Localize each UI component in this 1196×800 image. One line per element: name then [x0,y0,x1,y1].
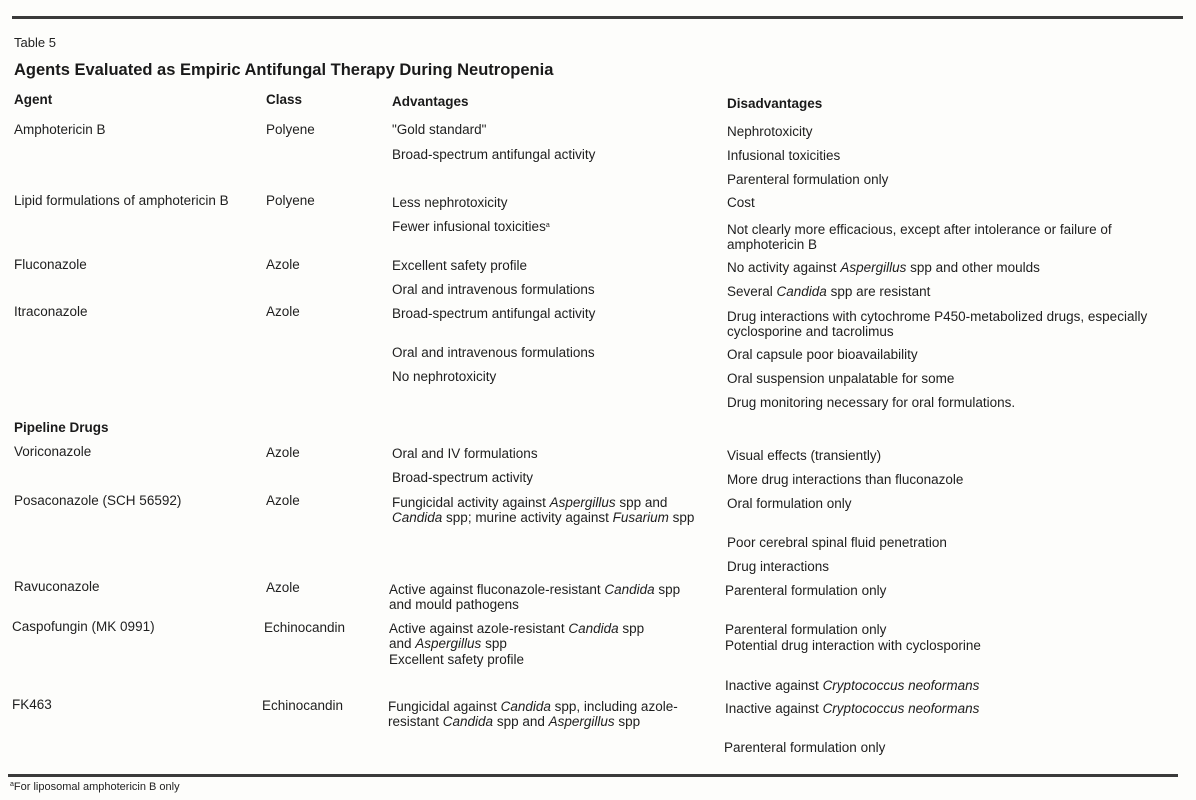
disadvantage: Potential drug interaction with cyclosporine [725,638,981,653]
advantage: Less nephrotoxicity [392,195,508,210]
disadvantage: Parenteral formulation only [724,740,886,755]
agent-class: Azole [266,257,300,272]
advantage: Oral and IV formulations [392,446,538,461]
advantage: "Gold standard" [392,122,487,137]
advantage: Oral and intravenous formulations [392,282,595,297]
advantage: Active against azole-resistant Candida spp [389,621,645,636]
disadvantage: Infusional toxicities [727,148,841,163]
disadvantage: Visual effects (transiently) [727,448,882,463]
disadvantage: Parenteral formulation only [727,172,889,187]
disadvantage: Oral formulation only [727,496,852,511]
bottom-rule [8,774,1178,777]
disadvantage: Not clearly more efficacious, except after intolerance or failure of [727,222,1112,237]
footnote-marker: a [545,222,550,229]
advantage-continued: resistant Candida spp and Aspergillus spp [388,714,641,729]
disadvantage: Parenteral formulation only [725,622,887,637]
agent-class: Polyene [266,122,315,137]
disadvantage: No activity against Aspergillus spp and other moulds [727,260,1040,275]
agent-class: Echinocandin [262,698,344,713]
agent-name: Itraconazole [14,304,88,319]
disadvantage: Inactive against Cryptococcus neoformans [725,701,980,716]
agent-name: Lipid formulations of amphotericin B [14,193,229,208]
advantage: Excellent safety profile [392,258,528,273]
agent-class: Polyene [266,193,315,208]
disadvantage: Inactive against Cryptococcus neoformans [725,678,980,693]
agent-name: Amphotericin B [14,122,106,137]
advantage: Broad-spectrum activity [392,470,534,485]
disadvantage: Several Candida spp are resistant [727,284,931,299]
footnote-marker: a [10,781,14,788]
agent-class: Echinocandin [264,620,346,635]
advantage: Broad-spectrum antifungal activity [392,306,596,321]
advantage: Fungicidal activity against Aspergillus spp and [392,495,668,510]
column-header-advantages: Advantages [392,94,469,109]
column-header-disadvantages: Disadvantages [727,96,823,111]
advantage: Fungicidal against Candida spp, including azole- [388,699,678,714]
advantage: Fewer infusional toxicities [392,219,546,234]
advantage: Excellent safety profile [389,652,525,667]
advantage-continued: and mould pathogens [389,597,519,612]
table-label: Table 5 [14,35,56,50]
agent-name: Voriconazole [14,444,92,459]
agent-class: Azole [266,304,300,319]
agent-name: Posaconazole (SCH 56592) [14,493,182,508]
disadvantage: Nephrotoxicity [727,124,813,139]
advantage-continued: and Aspergillus spp [389,636,507,651]
agent-name: Fluconazole [14,257,87,272]
advantage: Oral and intravenous formulations [392,345,595,360]
advantage: No nephrotoxicity [392,369,497,384]
agent-name: FK463 [12,697,52,712]
disadvantage: Parenteral formulation only [725,583,887,598]
footnote-text: For liposomal amphotericin B only [13,781,180,793]
disadvantage: Oral capsule poor bioavailability [727,347,918,362]
disadvantage: Drug interactions [727,559,830,574]
top-rule [12,16,1183,19]
disadvantage: Drug monitoring necessary for oral formulations. [727,395,1016,410]
disadvantage: Cost [727,195,755,210]
disadvantage-continued: cyclosporine and tacrolimus [727,324,894,339]
disadvantage: Drug interactions with cytochrome P450-metabolized drugs, especially [727,309,1148,324]
agent-class: Azole [266,445,300,460]
column-header-class: Class [266,92,303,107]
disadvantage-continued: amphotericin B [727,237,818,252]
advantage-with-footnote [392,218,550,235]
advantage: Broad-spectrum antifungal activity [392,147,596,162]
disadvantage: Oral suspension unpalatable for some [727,371,955,386]
column-header-agent: Agent [14,92,53,107]
disadvantage: Poor cerebral spinal fluid penetration [727,535,947,550]
disadvantage: More drug interactions than fluconazole [727,472,964,487]
advantage: Active against fluconazole-resistant Candida spp [389,582,681,597]
agent-class: Azole [266,580,300,595]
advantage-continued: Candida spp; murine activity against Fusarium spp [392,510,695,525]
table-footnote [10,781,180,793]
agent-name: Ravuconazole [14,579,100,594]
section-header-pipeline-drugs: Pipeline Drugs [14,420,109,435]
agent-name: Caspofungin (MK 0991) [12,619,155,634]
table-title: Agents Evaluated as Empiric Antifungal Therapy During Neutropenia [14,61,554,79]
agent-class: Azole [266,493,300,508]
